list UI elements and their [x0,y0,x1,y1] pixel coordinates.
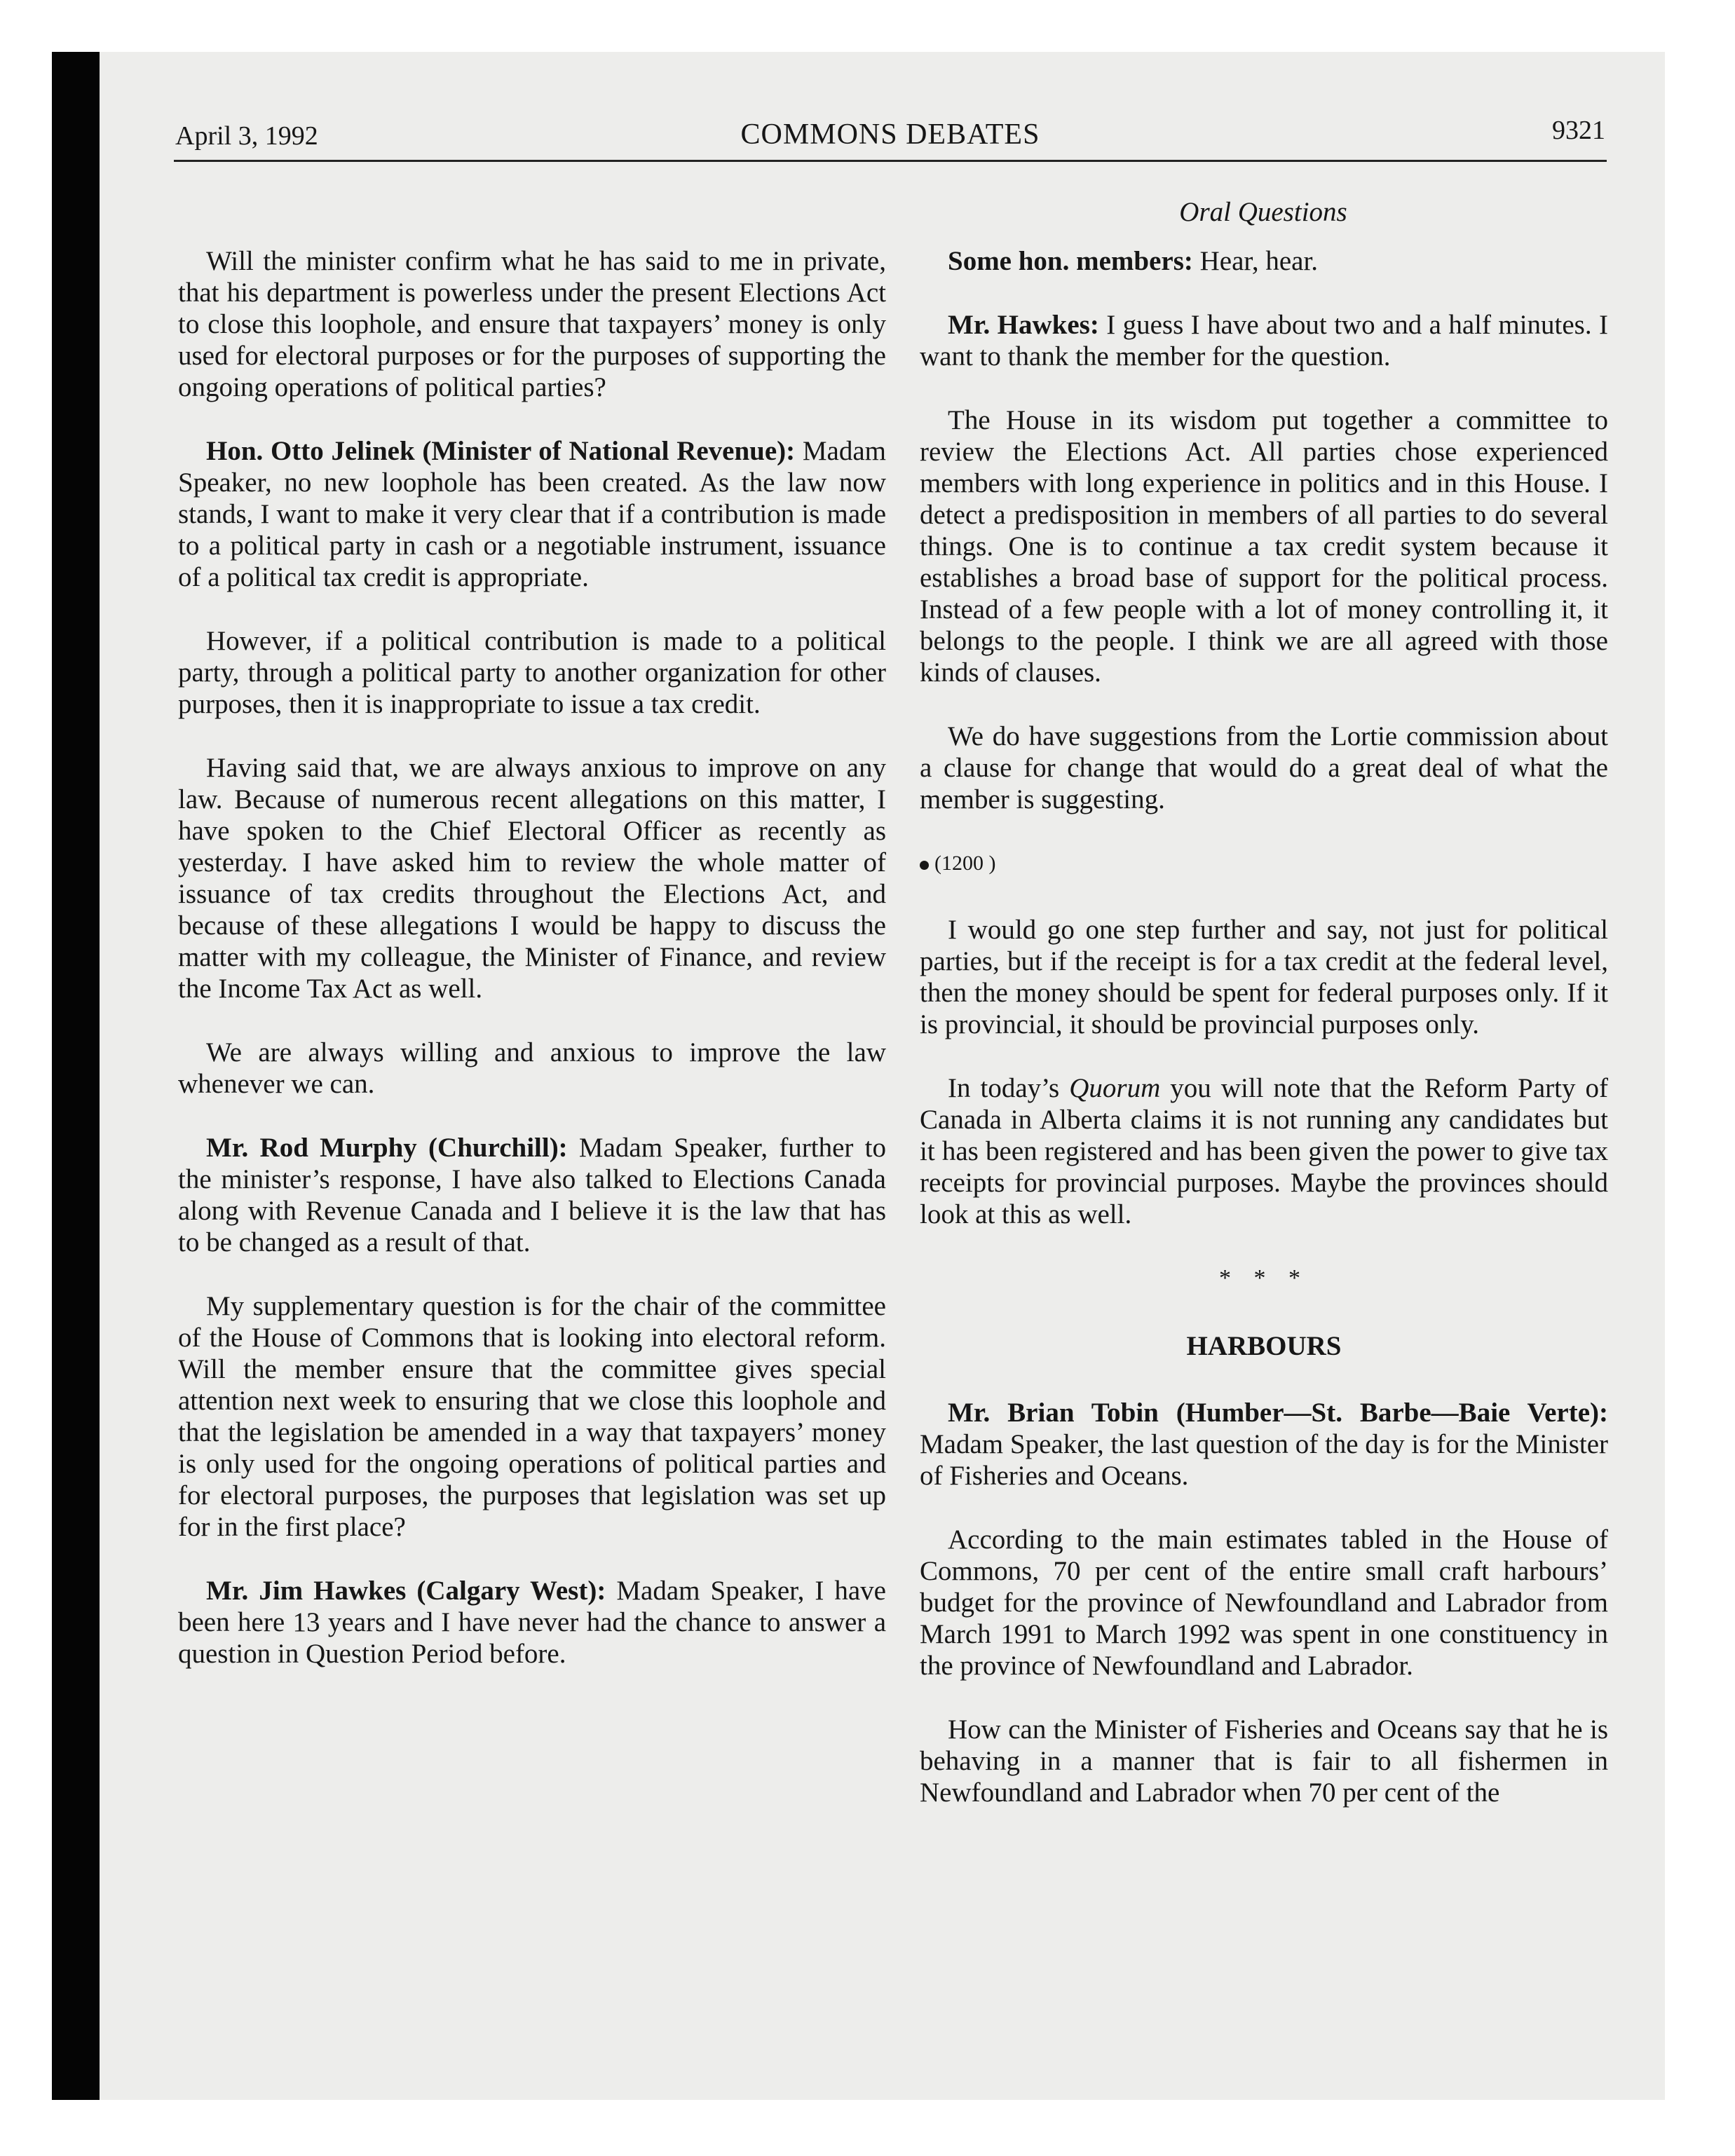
paragraph: Having said that, we are always anxious to improve on any law. Because of numerous recent allegations on this matter, I have spoken to the Chief Electoral Officer as recently as yesterday. I have asked him to review the whole matter of issuance of tax credits throughout the Elections Act, and because of these allegations I would be happy to discuss the matter with my colleague, the Minister of Finance, and review the Income Tax Act as well. [178,753,886,1004]
paragraph: Mr. Jim Hawkes (Calgary West): Madam Speaker, I have been here 13 years and I have never had the chance to answer a question in Question Period before. [178,1576,886,1669]
paragraph: I would go one step further and say, not just for political parties, but if the receipt is for a tax credit at the federal level, then the money should be spent for federal purposes only. If it is provincial, it should be provincial purposes only. [920,915,1608,1039]
header-date: April 3, 1992 [175,121,318,151]
paragraph: Mr. Brian Tobin (Humber—St. Barbe—Baie Verte): Madam Speaker, the last question of the day is for the Minister of Fisheries and Oceans. [920,1398,1608,1491]
paragraph: In today’s Quorum you will note that the Reform Party of Canada in Alberta claims it is not running any candidates but it has been registered and has been given the power to give tax receipts for provincial purposes. Maybe the provinces should look at this as well. [920,1073,1608,1229]
publication-title: Quorum [1069,1073,1161,1103]
header-title: COMMONS DEBATES [740,118,1040,151]
running-head: Oral Questions [1179,197,1347,227]
speaker-name: Hon. Otto Jelinek (Minister of National Revenue): [206,436,796,466]
paragraph: Mr. Hawkes: I guess I have about two and a half minutes. I want to thank the member for the question. [920,310,1608,371]
paragraph: Some hon. members: Hear, hear. [948,246,1319,276]
section-separator: * * * [1219,1265,1309,1291]
section-heading: HARBOURS [1186,1331,1342,1361]
paragraph: Hon. Otto Jelinek (Minister of National Revenue): Madam Speaker, no new loophole has been created. As the law now stands, I want to make it very clear that if a contribution is made to a political party in cash or a negotiable instrument, issuance of a political tax credit is appropriate. [178,436,886,592]
scan-border [52,52,100,2100]
paragraph: However, if a political contribution is made to a political party, through a political party to another organization for other purposes, then it is inappropriate to issue a tax credit. [178,626,886,719]
paragraph: The House in its wisdom put together a committee to review the Elections Act. All parties chose experienced members with long experience in politics and in this House. I detect a predisposition in members of all parties to do several things. One is to continue a tax credit system because it establishes a broad base of support for the political process. Instead of a few people with a lot of money controlling it, it belongs to the people. I think we are all agreed with those kinds of clauses. [920,405,1608,688]
speaker-name: Mr. Jim Hawkes (Calgary West): [206,1576,606,1606]
paragraph: My supplementary question is for the chair of the committee of the House of Commons that is looking into electoral reform. Will the member ensure that the committee gives special attention next week to ensuring that we close this loophole and that the legislation be amended in a way that taxpayers’ money is only used for the ongoing operations of political parties and for electoral purposes, the purposes that legislation was set up for in the first place? [178,1291,886,1542]
time-marker: (1200 ) [920,847,1608,879]
paragraph: Mr. Rod Murphy (Churchill): Madam Speaker, further to the minister’s response, I have also talked to Elections Canada along with Revenue Canada and I believe it is the law that has to be changed as a result of that. [178,1133,886,1257]
paragraph: We do have suggestions from the Lortie commission about a clause for change that would do a great deal of what the member is suggesting. [920,721,1608,814]
paragraph: Will the minister confirm what he has said to me in private, that his department is powerless under the present Elections Act to close this loophole, and ensure that taxpayers’ money is only used for electoral purposes or for the purposes of supporting the ongoing operations of political parties? [178,246,886,402]
bullet-icon [920,861,929,870]
header-rule [174,160,1607,162]
speaker-name: Mr. Rod Murphy (Churchill): [206,1133,568,1163]
right-column [920,245,1608,1841]
speaker-name: Some hon. members: [948,246,1193,276]
page-header [175,118,1605,158]
speaker-name: Mr. Hawkes: [948,310,1099,340]
paragraph: According to the main estimates tabled in the House of Commons, 70 per cent of the entire small craft harbours’ budget for the province of Newfoundland and Labrador from March 1991 to March 1992 was spent in one constituency in the province of Newfoundland and Labrador. [920,1524,1608,1681]
page-number: 9321 [1552,116,1605,145]
speaker-name: Mr. Brian Tobin (Humber—St. Barbe—Baie Verte): [948,1398,1608,1428]
paragraph: We are always willing and anxious to improve the law whenever we can. [178,1037,886,1099]
left-column [178,245,886,1702]
paragraph: How can the Minister of Fisheries and Oceans say that he is behaving in a manner that is fair to all fishermen in Newfoundland and Labrador when 70 per cent of the [920,1714,1608,1808]
